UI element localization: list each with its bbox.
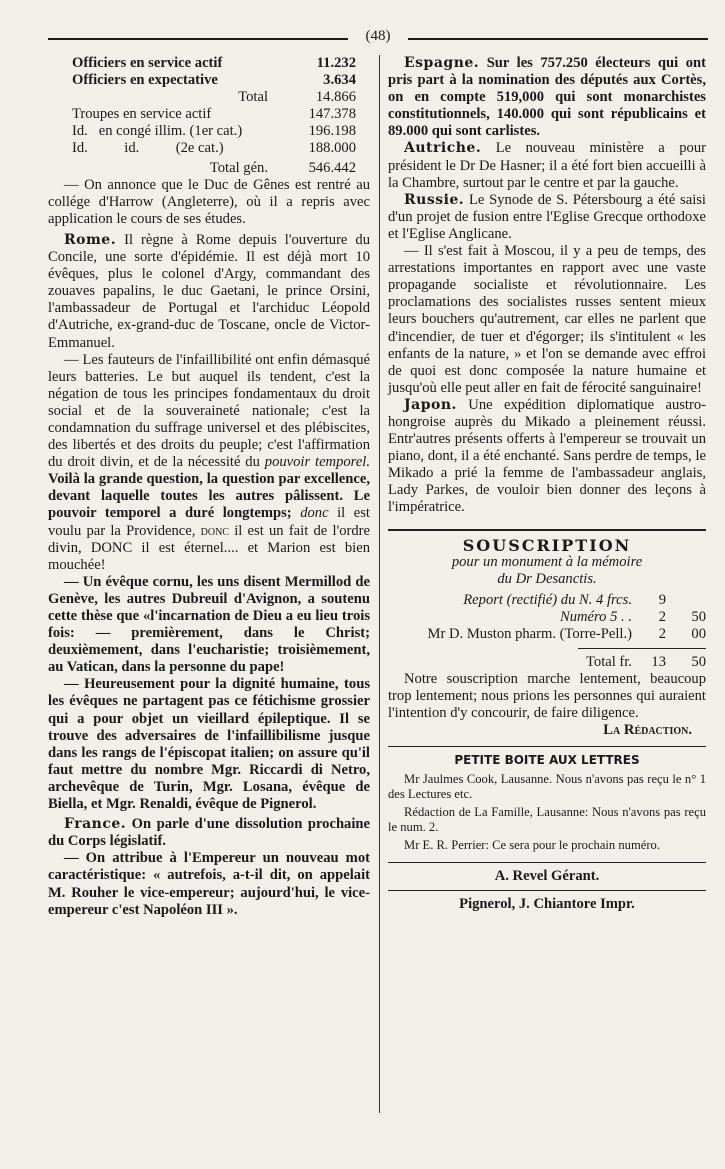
article-moscou: — Il s'est fait à Moscou, il y a peu de temps, des arrestations importantes en rapport avec une vaste propagande socialiste et révolutionnaire. Les proclamations des socialistes russes sentent mieux leurs bouchers qu'autrement, car elles ne parlent que d'incendier, de tuer et d'égorger; ils s'intitulent « les enfants de la nature, » et l'on se demande avec effroi de quoi est donc composée la nature humaine et jusqu'où elle peut aller en fait de férocité sanguinaire! xyxy=(388,243,706,396)
section-title-rome: Rome. xyxy=(64,231,117,248)
stat-label: Troupes en service actif xyxy=(72,106,212,123)
souscription-row xyxy=(388,626,706,643)
section-title-russie: Russie. xyxy=(404,191,465,208)
souscription-label: Mr D. Muston pharm. (Torre-Pell.) xyxy=(427,626,632,642)
article-rome-text: Il règne à Rome depuis l'ouverture du Concile, une sorte d'épidémie. Il est déjà mort 10 évêques, plus le colonel d'Argy, commandant des zouaves papalins, le duc Gaetani, le prince Orsini, l'ambassadeur de Portugal et l'archiduc Léopold d'Autriche, ex-grand-duc de Toscane, oncle de Victor-Emmanuel. xyxy=(48,231,370,351)
article-autriche xyxy=(388,140,706,191)
column-separator xyxy=(379,55,380,1113)
boite-item: Mr E. R. Perrier: Ce sera pour le prochain numéro. xyxy=(404,838,660,853)
stat-row xyxy=(72,123,356,140)
section-divider xyxy=(388,890,706,891)
article-france-text: On parle d'une dissolution prochaine du Corps législatif. xyxy=(48,816,370,850)
stat-row xyxy=(72,106,356,123)
text-span-italic: pouvoir temporel. xyxy=(264,454,371,471)
souscription-note: Notre souscription marche lentement, beaucoup trop lentement; nous prions les personnes qui auraient l'intention d'y concourir, de faire diligence. xyxy=(388,671,706,722)
souscription-total-cents: 50 xyxy=(691,654,706,671)
text-span-italic: donc xyxy=(300,505,329,522)
text-span-smallcaps: donc xyxy=(200,522,229,539)
souscription-amount: 2 xyxy=(658,626,666,642)
section-title-france: France. xyxy=(64,816,127,833)
boite-item: Mr Jaulmes Cook, Lausanne. Nous n'avons pas reçu le n° 1 des Lectures etc. xyxy=(388,771,706,801)
souscription-label: Numéro 5 . . xyxy=(559,608,632,625)
header-rule-right xyxy=(408,38,708,40)
article-harrow: — On annonce que le Duc de Gênes est rentré au collége d'Harrow (Angleterre), où il a repris avec application le cours de ses études. xyxy=(48,176,370,227)
gerant-line: A. Revel Gérant. xyxy=(494,867,600,884)
souscription-total-label: Total fr. xyxy=(586,654,632,671)
stat-total-label: Total gén. xyxy=(209,159,268,176)
section-divider xyxy=(388,529,706,531)
boite-title: PETITE BOITE AUX LETTRES xyxy=(454,752,640,767)
souscription-subtitle: pour un monument à la mémoire xyxy=(451,553,643,570)
right-column xyxy=(388,55,706,913)
souscription-title: SOUSCRIPTION xyxy=(462,535,632,555)
article-eveque: — Un évêque cornu, les uns disent Mermillod de Genève, les autres Dubreuil d'Avignon, a soutenu cette thèse que «l'incarnation de Dieu a eu lieu trois fois: — premièrement, dans le Christ; deuxièmement, dans l'eucharistie; troisièmement, au Vatican, dans la personne du pape! xyxy=(48,573,370,676)
souscription-total-row xyxy=(388,654,706,671)
article-autriche-text: Le nouveau ministère a pour président le Dr De Hasner; il a été fort bien accueilli à la Chambre, surtout par le centre et par la gauche. xyxy=(388,140,706,191)
stat-row xyxy=(72,140,356,157)
stat-value: 196.198 xyxy=(308,123,356,140)
article-rome xyxy=(48,232,370,352)
souscription-cents: 50 xyxy=(691,608,706,625)
souscription-cents: 00 xyxy=(691,626,706,642)
boite-item: Rédaction de La Famille, Lausanne: Nous n'avons pas reçu le num. 2. xyxy=(388,805,706,835)
souscription-label: Report (rectifié) du N. 4 frcs. xyxy=(463,591,632,608)
souscription-cents xyxy=(666,592,706,609)
stat-total-row xyxy=(72,89,356,106)
souscription-amount: 9 xyxy=(658,591,666,608)
text-span: il est voulu par la Providence, xyxy=(48,505,370,539)
left-column xyxy=(48,55,370,919)
text-span: il est un fait de l'ordre divin, DONC il est éternel.... et Marion est bien mouchée! xyxy=(48,522,370,573)
article-japon xyxy=(388,397,706,517)
article-espagne-text: Sur les 757.250 électeurs qui ont pris part à la nomination des députés aux Cortès, on en compte 519,000 qui sont monarchistes constitutionnels, 140.000 qui sont républicains et 89.000 qui sont carlistes. xyxy=(388,55,706,140)
stat-label: Id. en congé illim. (1er cat.) xyxy=(72,123,243,140)
stat-total-value: 546.442 xyxy=(308,159,356,176)
article-fauteurs xyxy=(48,352,370,574)
souscription-amount: 2 xyxy=(658,608,666,625)
imprimeur-line: Pignerol, J. Chiantore Impr. xyxy=(459,895,635,912)
article-russie-text: Le Synode de S. Pétersbourg a été saisi d'un projet de fusion entre l'Eglise Grecque orthodoxe et l'Eglise Anglicane. xyxy=(388,191,706,242)
stat-grand-total-row xyxy=(72,160,356,177)
army-stats-table xyxy=(48,55,370,177)
section-divider xyxy=(388,862,706,863)
section-title-japon: Japon. xyxy=(404,396,457,413)
article-france xyxy=(48,816,370,850)
stat-label: Officiers en expectative xyxy=(72,72,218,89)
souscription-row xyxy=(388,592,706,609)
stat-label: Id. id. (2e cat.) xyxy=(72,140,224,157)
text-span: — Les fauteurs de l'infaillibilité ont enfin démasqué leurs batteries. Le but auquel ils tendent, c'est la négation de tous les principes fondamentaux du droit social et de la souveraineté nationale; c'est la condamnation du suffrage universel et des plébiscites, des libertés et des droits du peuple; c'est l'affirmation du droit divin, et de la nécessité du xyxy=(48,351,370,471)
souscription-total-amount: 13 xyxy=(651,654,666,671)
stat-row xyxy=(72,72,356,89)
section-title-autriche: Autriche. xyxy=(404,140,482,157)
article-empereur: — On attribue à l'Empereur un nouveau mot caractéristique: « autrefois, a-t-il dit, on appelait M. Rouher le vice-empereur; aujourd'hui, le vice-empereur c'est Napoléon III ». xyxy=(48,850,370,918)
stat-value: 188.000 xyxy=(308,140,356,157)
stat-value: 147.378 xyxy=(308,106,356,123)
article-japon-text: Une expédition diplomatique austro-hongroise auprès du Mikado a pleinement réussi. Entr'autres présents offerts à l'empereur se trouvait un piano, dont, il a été enchanté. Sans perdre de temps, le Mikado a prié la femme de l'ambassadeur anglais, Lady Parkes, de vouloir bien donner des leçons à l'impératrice. xyxy=(388,396,706,516)
section-title-espagne: Espagne. xyxy=(404,55,480,71)
stat-value: 3.634 xyxy=(323,72,356,89)
stat-row xyxy=(72,55,356,72)
page-number: (48) xyxy=(365,28,391,44)
souscription-table xyxy=(388,592,706,671)
stat-total-label: Total xyxy=(238,89,268,106)
article-russie xyxy=(388,192,706,243)
stat-label: Officiers en service actif xyxy=(72,55,223,71)
article-heureusement: — Heureusement pour la dignité humaine, tous les évêques ne partagent pas ce fétichisme grossier qui a pour objet un vieillard épileptique. Il se trouve des adversaires de l'infaillibilisme jusque dans les rangs de l'épiscopat italien; on assure qu'il faut mettre du nombre Mgr. Riccardi di Netro, archevêque de Turin, Mgr. Losana, évêque de Biella, et Mgr. Renaldi, évêque de Pignerol. xyxy=(48,676,370,813)
section-divider xyxy=(388,746,706,747)
article-espagne xyxy=(388,55,706,140)
souscription-subtitle-2: du Dr Desanctis. xyxy=(497,570,597,587)
souscription-row xyxy=(388,609,706,626)
redaction-signature: La Rédaction. xyxy=(603,722,692,739)
page-header xyxy=(48,27,708,49)
total-rule xyxy=(578,648,706,649)
stat-total-value: 14.866 xyxy=(315,89,356,106)
text-span: Voilà la grande question, la question par excellence, devant laquelle toutes les autres pâlissent. Le pouvoir temporel a duré longtemps; xyxy=(48,471,370,522)
stat-value: 11.232 xyxy=(316,55,356,71)
